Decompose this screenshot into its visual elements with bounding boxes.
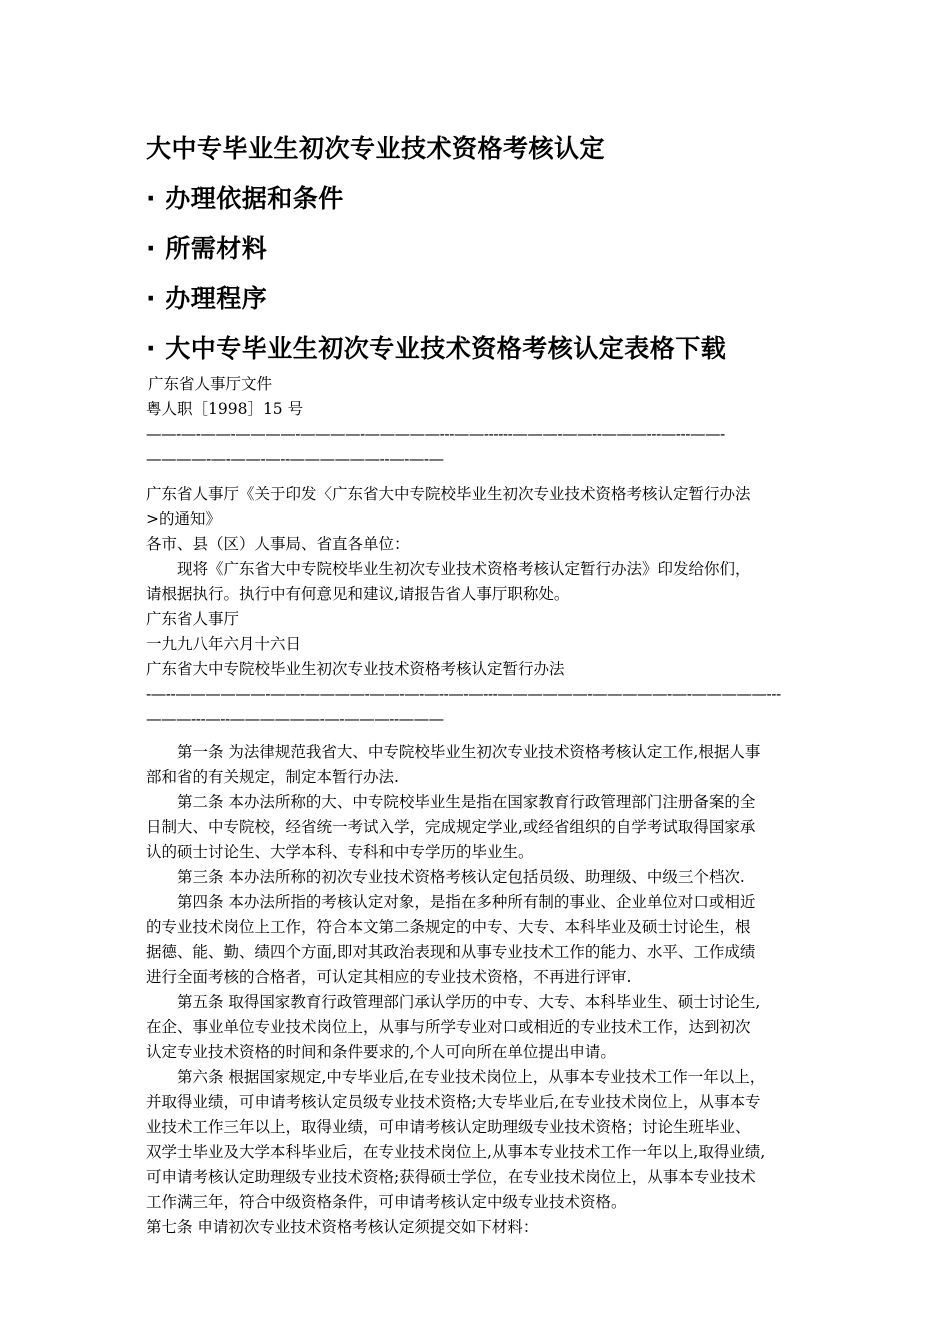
article-line: 第一条 为法律规范我省大、中专院校毕业生初次专业技术资格考核认定工作,根据人事 (177, 743, 761, 761)
article-line: 在企、事业单位专业技术岗位上，从事与所学专业对口或相近的专业技术工作，达到初次 (146, 1018, 751, 1036)
article-line: 的专业技术岗位上工作，符合本文第二条规定的中专、大专、本科毕业及硕士讨论生，根 (146, 918, 751, 936)
article-line: 工作满三年，符合中级资格条件，可申请考核认定中级专业技术资格。 (146, 1193, 627, 1211)
article-5 (146, 990, 814, 1065)
article-line: 日制大、中专院校，经省统一考试入学，完成规定学业,或经省组织的自学考试取得国家承 (146, 818, 756, 836)
addressee: 各市、县（区）人事局、省直各单位： (146, 535, 410, 553)
article-line: 进行全面考核的合格者，可认定其相应的专业技术资格，不再进行评审. (146, 968, 632, 986)
article-line: 认定专业技术资格的时间和条件要求的,个人可向所在单位提出申请。 (146, 1043, 616, 1061)
notice-title: 广东省人事厅《关于印发〈广东省大中专院校毕业生初次专业技术资格考核认定暂行办法 (146, 485, 751, 503)
article-line: 第三条 本办法所称的初次专业技术资格考核认定包括员级、助理级、中级三个档次. (177, 868, 745, 886)
article-line: 业技术工作三年以上，取得业绩，可申请考核认定助理级专业技术资格；讨论生班毕业、 (146, 1118, 751, 1136)
link-form-download[interactable]: · 大中专毕业生初次专业技术资格考核认定表格下载 (146, 334, 727, 363)
article-line: 第五条 取得国家教育行政管理部门承认学历的中专、大专、本科毕业生、硕士讨论生, (177, 993, 761, 1011)
separator-rule: ———---—--——————-—-———--——— (146, 710, 444, 728)
article-3 (146, 865, 814, 890)
link-required-materials[interactable]: · 所需材料 (146, 234, 268, 263)
article-line: 据德、能、勤、绩四个方面,即对其政治表现和从事专业技术工作的能力、水平、工作成绩 (146, 943, 756, 961)
document-body (146, 372, 814, 1240)
notice-title-cont: >的通知》 (146, 510, 221, 528)
link-procedure[interactable]: · 办理程序 (146, 284, 268, 313)
separator-rule: -—--——————-——-————-——-—-—--—-—---——————-—————-—-—————--- (146, 685, 781, 703)
date: 一九九八年六月十六日 (146, 635, 302, 653)
article-6 (146, 1065, 814, 1215)
article-line: 第四条 本办法所指的考核认定对象，是指在多种所有制的事业、企业单位对口或相近 (177, 893, 756, 911)
link-basis-conditions[interactable]: · 办理依据和条件 (146, 184, 344, 213)
article-1 (146, 740, 814, 790)
article-line: 双学士毕业及大学本科毕业后，在专业技术岗位上,从事本专业技术工作一年以上,取得业绩, (146, 1143, 766, 1161)
signature: 广东省人事厅 (146, 610, 240, 628)
article-line: 并取得业绩，可申请考核认定员级专业技术资格;大专毕业后,在专业技术岗位上，从事本专 (146, 1093, 761, 1111)
separator-rule: ————-—-——-—--——————--—-—-— (146, 450, 444, 468)
article-2 (146, 790, 814, 865)
document-title: 大中专毕业生初次专业技术资格考核认定 (146, 134, 606, 163)
measures-title: 广东省大中专院校毕业生初次专业技术资格考核认定暂行办法 (146, 660, 565, 678)
article-7: 第七条 申请初次专业技术资格考核认定须提交如下材料： (146, 1218, 539, 1236)
issuer-line: 广东省人事厅文件 (148, 375, 273, 393)
doc-number: 粤人职［1998］15 号 (146, 400, 304, 418)
article-line: 可申请考核认定助理级专业技术资格;获得硕士学位，在专业技术岗位上，从事本专业技术 (146, 1168, 756, 1186)
article-line: 第二条 本办法所称的大、中专院校毕业生是指在国家教育行政管理部门注册备案的全 (177, 793, 756, 811)
article-line: 第六条 根据国家规定,中专毕业后,在专业技术岗位上，从事本专业技术工作一年以上， (177, 1068, 766, 1086)
body-line: 现将《广东省大中专院校毕业生初次专业技术资格考核认定暂行办法》印发给你们， (177, 560, 751, 578)
article-4 (146, 890, 814, 990)
body-line: 请根据执行。执行中有何意见和建议,请报告省人事厅职称处。 (146, 585, 570, 603)
separator-rule: ——-—-——-————-————-—————---——------———-——--———---—---——- (146, 425, 725, 443)
article-line: 部和省的有关规定，制定本暂行办法. (146, 768, 399, 786)
article-line: 认的硕士讨论生、大学本科、专科和中专学历的毕业生。 (146, 843, 534, 861)
